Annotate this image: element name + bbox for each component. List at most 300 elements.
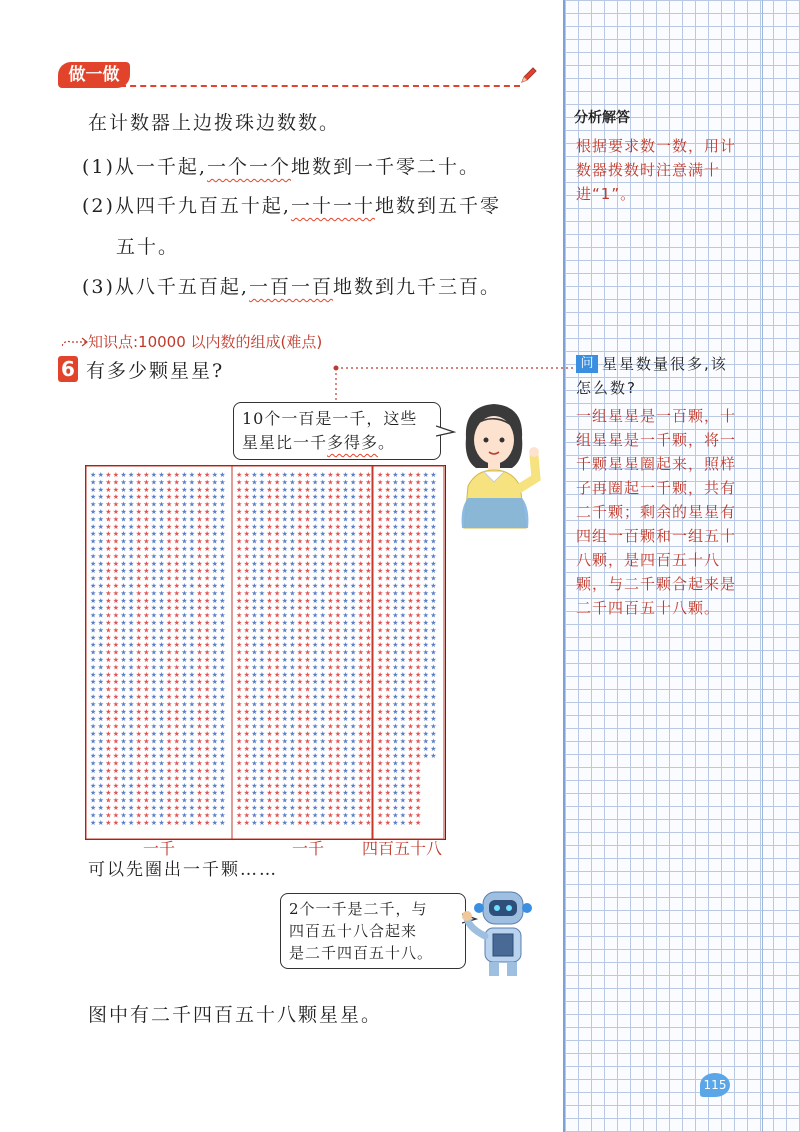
star-mark: ★: [196, 744, 203, 753]
star-mark: ★: [150, 500, 158, 509]
star-mark: ★: [219, 515, 226, 524]
star-mark: ★: [150, 767, 158, 775]
star-mark: ★: [258, 715, 266, 724]
star-mark: ★: [243, 641, 250, 650]
star-mark: ★: [158, 493, 165, 502]
star-mark: ★: [384, 589, 391, 598]
star-mark: ★: [304, 500, 311, 509]
star-mark: ★: [289, 656, 296, 664]
star-mark: ★: [188, 574, 196, 583]
star-mark: ★: [243, 508, 250, 516]
star-mark: ★: [120, 796, 127, 805]
star-mark: ★: [392, 707, 399, 716]
star-mark: ★: [135, 485, 142, 494]
star-mark: ★: [304, 678, 311, 687]
star-mark: ★: [296, 493, 304, 502]
star-mark: ★: [281, 485, 288, 494]
star-mark: ★: [296, 611, 304, 620]
star-mark: ★: [274, 552, 281, 561]
star-mark: ★: [415, 663, 422, 672]
star-mark: ★: [274, 545, 281, 553]
star-mark: ★: [135, 730, 142, 738]
star-mark: ★: [334, 818, 342, 827]
star-mark: ★: [211, 471, 218, 479]
star-mark: ★: [173, 722, 180, 731]
star-mark: ★: [384, 685, 391, 694]
star-mark: ★: [128, 767, 135, 775]
star-mark: ★: [112, 707, 120, 716]
star-mark: ★: [289, 707, 296, 716]
star-mark: ★: [173, 508, 180, 516]
star-mark: ★: [296, 818, 304, 827]
star-mark: ★: [384, 478, 391, 487]
star-mark: ★: [188, 582, 196, 590]
star-mark: ★: [407, 767, 414, 775]
star-mark: ★: [289, 752, 296, 761]
star-mark: ★: [166, 670, 173, 679]
star-mark: ★: [312, 767, 319, 775]
star-mark: ★: [158, 730, 165, 738]
star-mark: ★: [312, 722, 319, 731]
star-mark: ★: [204, 604, 211, 613]
star-mark: ★: [281, 678, 288, 687]
star-mark: ★: [143, 596, 150, 605]
star-mark: ★: [304, 574, 311, 583]
star-mark: ★: [166, 619, 173, 627]
star-mark: ★: [350, 545, 357, 553]
star-mark: ★: [377, 626, 384, 635]
star-mark: ★: [105, 626, 112, 635]
star-mark: ★: [399, 693, 407, 701]
star-mark: ★: [304, 744, 311, 753]
star-mark: ★: [196, 811, 203, 820]
star-mark: ★: [342, 478, 349, 487]
star-mark: ★: [150, 648, 158, 657]
star-mark: ★: [219, 730, 226, 738]
star-mark: ★: [377, 619, 384, 627]
star-mark: ★: [296, 515, 304, 524]
star-mark: ★: [258, 767, 266, 775]
star-mark: ★: [377, 500, 384, 509]
star-mark: ★: [243, 619, 250, 627]
star-mark: ★: [350, 737, 357, 746]
star-mark: ★: [312, 685, 319, 694]
star-mark: ★: [105, 789, 112, 798]
star-mark: ★: [392, 678, 399, 687]
star-mark: ★: [243, 781, 250, 790]
star-mark: ★: [422, 559, 429, 568]
item1-emphasis: 一个一个: [206, 156, 291, 178]
star-mark: ★: [407, 574, 414, 583]
star-mark: ★: [296, 656, 304, 664]
star-mark: ★: [312, 693, 319, 701]
page-number: 115: [700, 1073, 730, 1097]
star-mark: ★: [219, 537, 226, 546]
star-mark: ★: [166, 633, 173, 642]
star-mark: ★: [173, 589, 180, 598]
star-mark: ★: [392, 485, 399, 494]
star-mark: ★: [204, 752, 211, 761]
star-mark: ★: [251, 789, 258, 798]
robot-illustration: [455, 888, 550, 980]
knowledge-point: 知识点:10000 以内数的组成(难点): [88, 333, 323, 351]
star-mark: ★: [430, 611, 437, 620]
star-mark: ★: [120, 589, 127, 598]
star-mark: ★: [304, 471, 311, 479]
star-mark: ★: [128, 656, 135, 664]
star-mark: ★: [289, 500, 296, 509]
star-mark: ★: [422, 567, 429, 576]
star-mark: ★: [350, 633, 357, 642]
star-mark: ★: [173, 789, 180, 798]
star-mark: ★: [135, 515, 142, 524]
star-mark: ★: [258, 744, 266, 753]
star-mark: ★: [251, 685, 258, 694]
star-mark: ★: [399, 552, 407, 561]
girl-bubble-line-1: 10个一百是一千，这些: [242, 409, 418, 428]
star-mark: ★: [97, 619, 104, 627]
star-mark: ★: [350, 722, 357, 731]
star-mark: ★: [334, 767, 342, 775]
star-mark: ★: [327, 478, 334, 487]
star-mark: ★: [97, 693, 104, 701]
star-mark: ★: [150, 656, 158, 664]
star-mark: ★: [105, 530, 112, 539]
star-mark: ★: [399, 515, 407, 524]
star-mark: ★: [120, 811, 127, 820]
star-mark: ★: [274, 670, 281, 679]
star-mark: ★: [296, 552, 304, 561]
star-mark: ★: [319, 596, 326, 605]
star-mark: ★: [281, 730, 288, 738]
star-mark: ★: [312, 796, 319, 805]
star-mark: ★: [188, 471, 196, 479]
star-mark: ★: [319, 641, 326, 650]
star-mark: ★: [334, 641, 342, 650]
star-mark: ★: [243, 670, 250, 679]
star-mark: ★: [392, 552, 399, 561]
star-mark: ★: [296, 508, 304, 516]
star-mark: ★: [204, 804, 211, 812]
star-mark: ★: [120, 678, 127, 687]
star-mark: ★: [365, 478, 372, 487]
star-mark: ★: [266, 508, 273, 516]
star-mark: ★: [319, 522, 326, 531]
star-mark: ★: [105, 656, 112, 664]
star-mark: ★: [399, 485, 407, 494]
star-mark: ★: [281, 589, 288, 598]
star-mark: ★: [181, 707, 188, 716]
robot-bubble-line-3: 是二千四百五十八。: [289, 944, 434, 962]
star-mark: ★: [181, 589, 188, 598]
star-mark: ★: [181, 478, 188, 487]
star-mark: ★: [251, 707, 258, 716]
star-mark: ★: [173, 663, 180, 672]
star-mark: ★: [97, 471, 104, 479]
star-mark: ★: [166, 493, 173, 502]
star-mark: ★: [258, 604, 266, 613]
star-mark: ★: [219, 567, 226, 576]
star-mark: ★: [430, 678, 437, 687]
star-mark: ★: [415, 589, 422, 598]
star-mark: ★: [392, 537, 399, 546]
star-mark: ★: [219, 626, 226, 635]
star-mark: ★: [158, 582, 165, 590]
star-mark: ★: [158, 811, 165, 820]
star-mark: ★: [274, 767, 281, 775]
star-mark: ★: [105, 648, 112, 657]
star-mark: ★: [150, 700, 158, 709]
star-mark: ★: [219, 693, 226, 701]
star-mark: ★: [112, 678, 120, 687]
star-mark: ★: [384, 670, 391, 679]
star-mark: ★: [266, 604, 273, 613]
star-mark: ★: [342, 818, 349, 827]
star-mark: ★: [236, 471, 243, 479]
star-mark: ★: [143, 545, 150, 553]
star-mark: ★: [105, 471, 112, 479]
star-mark: ★: [211, 515, 218, 524]
star-mark: ★: [158, 774, 165, 783]
star-mark: ★: [97, 633, 104, 642]
star-mark: ★: [281, 641, 288, 650]
star-mark: ★: [430, 626, 437, 635]
star-mark: ★: [296, 693, 304, 701]
star-mark: ★: [415, 522, 422, 531]
star-mark: ★: [357, 648, 364, 657]
star-mark: ★: [196, 537, 203, 546]
star-mark: ★: [166, 767, 173, 775]
star-mark: ★: [274, 500, 281, 509]
star-mark: ★: [384, 619, 391, 627]
star-mark: ★: [327, 589, 334, 598]
star-mark: ★: [319, 730, 326, 738]
star-mark: ★: [342, 700, 349, 709]
star-mark: ★: [281, 582, 288, 590]
star-mark: ★: [334, 730, 342, 738]
star-mark: ★: [399, 744, 407, 753]
star-mark: ★: [211, 626, 218, 635]
star-mark: ★: [357, 619, 364, 627]
star-mark: ★: [251, 589, 258, 598]
star-mark: ★: [158, 700, 165, 709]
star-mark: ★: [105, 493, 112, 502]
star-mark: ★: [327, 818, 334, 827]
star-mark: ★: [112, 545, 120, 553]
star-mark: ★: [430, 574, 437, 583]
star-mark: ★: [357, 715, 364, 724]
star-mark: ★: [334, 537, 342, 546]
star-mark: ★: [266, 552, 273, 561]
star-mark: ★: [365, 515, 372, 524]
star-mark: ★: [399, 567, 407, 576]
star-mark: ★: [204, 589, 211, 598]
star-mark: ★: [365, 693, 372, 701]
star-mark: ★: [173, 774, 180, 783]
star-mark: ★: [181, 685, 188, 694]
star-mark: ★: [158, 789, 165, 798]
star-mark: ★: [350, 559, 357, 568]
star-mark: ★: [97, 663, 104, 672]
star-mark: ★: [334, 744, 342, 753]
star-mark: ★: [196, 530, 203, 539]
star-mark: ★: [243, 656, 250, 664]
star-mark: ★: [158, 796, 165, 805]
star-mark: ★: [181, 818, 188, 827]
star-mark: ★: [342, 515, 349, 524]
star-mark: ★: [422, 663, 429, 672]
star-mark: ★: [312, 663, 319, 672]
star-mark: ★: [384, 678, 391, 687]
star-mark: ★: [243, 700, 250, 709]
star-mark: ★: [204, 537, 211, 546]
star-mark: ★: [399, 626, 407, 635]
star-mark: ★: [97, 767, 104, 775]
star-mark: ★: [120, 493, 127, 502]
star-mark: ★: [274, 804, 281, 812]
star-mark: ★: [251, 722, 258, 731]
star-mark: ★: [150, 485, 158, 494]
star-mark: ★: [181, 537, 188, 546]
star-mark: ★: [219, 589, 226, 598]
girl-illustration: [446, 398, 546, 533]
star-mark: ★: [357, 522, 364, 531]
star-mark: ★: [188, 722, 196, 731]
star-mark: ★: [219, 670, 226, 679]
star-mark: ★: [274, 759, 281, 768]
star-mark: ★: [236, 648, 243, 657]
star-mark: ★: [319, 508, 326, 516]
star-mark: ★: [430, 508, 437, 516]
star-mark: ★: [243, 759, 250, 768]
star-mark: ★: [173, 604, 180, 613]
star-mark: ★: [407, 796, 414, 805]
star-mark: ★: [304, 611, 311, 620]
star-mark: ★: [312, 582, 319, 590]
star-mark: ★: [399, 545, 407, 553]
star-mark: ★: [211, 730, 218, 738]
star-mark: ★: [407, 656, 414, 664]
star-mark: ★: [251, 774, 258, 783]
star-mark: ★: [312, 530, 319, 539]
star-mark: ★: [415, 700, 422, 709]
star-mark: ★: [327, 737, 334, 746]
star-mark: ★: [274, 522, 281, 531]
star-mark: ★: [173, 730, 180, 738]
star-mark: ★: [415, 804, 422, 812]
star-mark: ★: [357, 804, 364, 812]
star-mark: ★: [281, 515, 288, 524]
star-mark: ★: [289, 789, 296, 798]
star-mark: ★: [128, 611, 135, 620]
star-mark: ★: [342, 722, 349, 731]
exercise-intro: 在计数器上边拨珠边数数。: [88, 112, 341, 134]
star-mark: ★: [399, 685, 407, 694]
star-mark: ★: [150, 722, 158, 731]
star-mark: ★: [342, 574, 349, 583]
star-mark: ★: [188, 478, 196, 487]
star-mark: ★: [415, 471, 422, 479]
star-mark: ★: [90, 589, 97, 598]
star-mark: ★: [166, 744, 173, 753]
star-mark: ★: [143, 774, 150, 783]
star-mark: ★: [350, 589, 357, 598]
star-mark: ★: [173, 626, 180, 635]
star-mark: ★: [384, 582, 391, 590]
star-mark: ★: [188, 730, 196, 738]
star-mark: ★: [327, 767, 334, 775]
star-mark: ★: [120, 693, 127, 701]
star-mark: ★: [281, 752, 288, 761]
star-mark: ★: [377, 515, 384, 524]
star-mark: ★: [204, 700, 211, 709]
star-mark: ★: [150, 811, 158, 820]
star-mark: ★: [204, 619, 211, 627]
star-mark: ★: [251, 641, 258, 650]
star-mark: ★: [384, 730, 391, 738]
star-mark: ★: [128, 515, 135, 524]
star-mark: ★: [219, 715, 226, 724]
star-mark: ★: [258, 752, 266, 761]
star-mark: ★: [312, 619, 319, 627]
star-mark: ★: [251, 574, 258, 583]
star-mark: ★: [166, 522, 173, 531]
star-mark: ★: [128, 471, 135, 479]
star-mark: ★: [173, 700, 180, 709]
star-mark: ★: [422, 648, 429, 657]
star-mark: ★: [112, 752, 120, 761]
star-mark: ★: [188, 537, 196, 546]
star-mark: ★: [135, 471, 142, 479]
star-mark: ★: [430, 641, 437, 650]
star-mark: ★: [342, 670, 349, 679]
star-mark: ★: [188, 589, 196, 598]
star-mark: ★: [334, 737, 342, 746]
star-mark: ★: [319, 545, 326, 553]
star-mark: ★: [211, 611, 218, 620]
star-mark: ★: [112, 485, 120, 494]
star-mark: ★: [243, 633, 250, 642]
star-mark: ★: [188, 530, 196, 539]
star-mark: ★: [312, 730, 319, 738]
star-mark: ★: [266, 471, 273, 479]
star-mark: ★: [350, 596, 357, 605]
star-mark: ★: [399, 582, 407, 590]
star-mark: ★: [415, 789, 422, 798]
star-mark: ★: [312, 781, 319, 790]
star-mark: ★: [365, 471, 372, 479]
star-mark: ★: [251, 693, 258, 701]
star-mark: ★: [399, 500, 407, 509]
star-mark: ★: [112, 471, 120, 479]
star-mark: ★: [120, 700, 127, 709]
star-mark: ★: [120, 767, 127, 775]
star-mark: ★: [251, 811, 258, 820]
item3-text-end: 地数到九千三百。: [332, 276, 501, 298]
star-mark: ★: [143, 574, 150, 583]
star-mark: ★: [296, 648, 304, 657]
star-mark: ★: [350, 774, 357, 783]
star-mark: ★: [274, 693, 281, 701]
star-mark: ★: [211, 752, 218, 761]
star-mark: ★: [120, 670, 127, 679]
star-mark: ★: [334, 722, 342, 731]
star-mark: ★: [319, 715, 326, 724]
star-mark: ★: [399, 663, 407, 672]
star-mark: ★: [334, 500, 342, 509]
star-mark: ★: [304, 818, 311, 827]
star-mark: ★: [158, 626, 165, 635]
